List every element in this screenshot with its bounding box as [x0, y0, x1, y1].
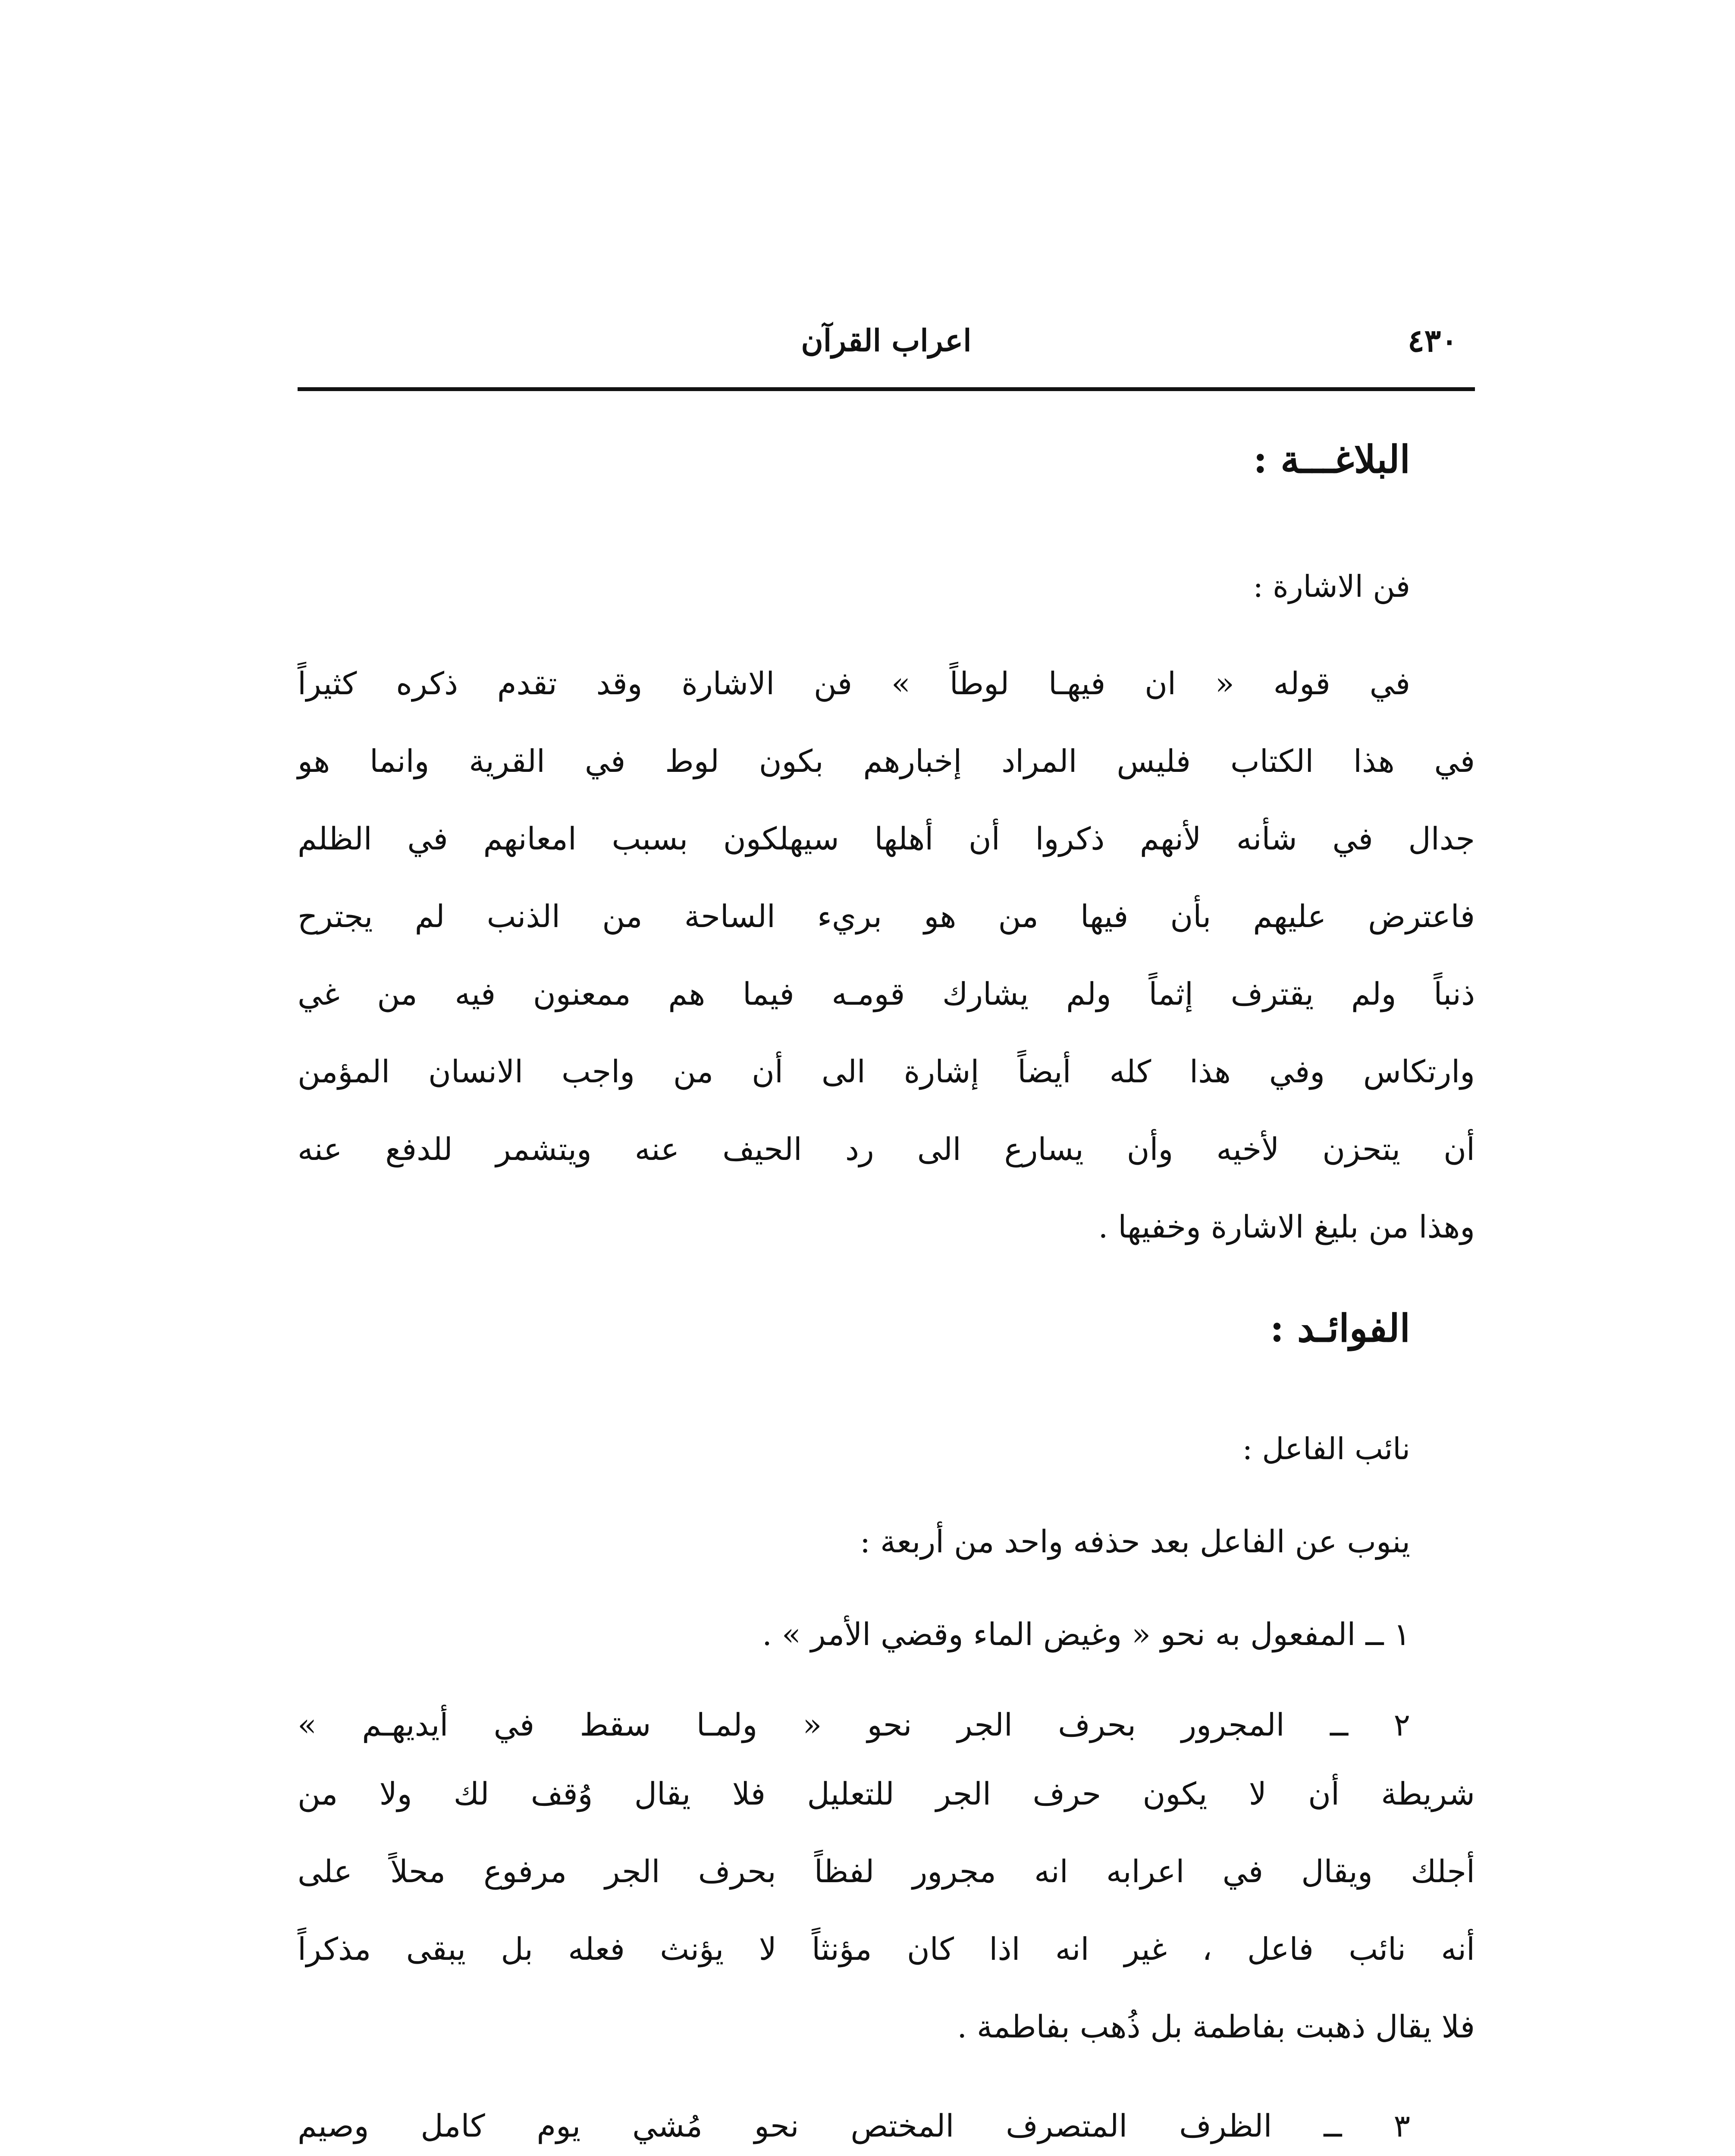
section-heading-fawaid: الفوائـد :: [1270, 1306, 1410, 1351]
list-item-2-line: أجلك ويقال في اعرابه انه مجرور لفظاً بحرف الجر مرفوع محلاً على: [298, 1853, 1475, 1890]
list-item-2-line: ٢ ــ المجرور بحرف الجر نحو « ولمـا سقط في أيديهـم »: [298, 1707, 1410, 1743]
running-title: اعراب القرآن: [801, 323, 972, 358]
paragraph-line: أن يتحزن لأخيه وأن يسارع الى رد الحيف عنه ويتشمر للدفع عنه: [298, 1131, 1475, 1167]
paragraph-line: وارتكاس وفي هذا كله أيضاً إشارة الى أن من واجب الانسان المؤمن: [298, 1053, 1475, 1090]
intro-line: ينوب عن الفاعل بعد حذفه واحد من أربعة :: [860, 1523, 1410, 1560]
list-item-2-line: فلا يقال ذهبت بفاطمة بل ذُهب بفاطمة .: [957, 2009, 1475, 2045]
paragraph-line: فاعترض عليهم بأن فيها من هو بريء الساحة من الذنب لم يجترح: [298, 898, 1475, 934]
list-item-2-line: أنه نائب فاعل ، غير انه اذا كان مؤنثاً لا يؤنث فعله بل يبقى مذكراً: [298, 1931, 1475, 1967]
list-item-3-line: ٣ ــ الظرف المتصرف المختص نحو مُشي يوم كامل وصيم: [298, 2108, 1410, 2144]
paragraph-line: جدال في شأنه لأنهم ذكروا أن أهلها سيهلكون بسبب امعانهم في الظلم: [298, 821, 1475, 857]
paragraph-line: وهذا من بليغ الاشارة وخفيها .: [1098, 1209, 1475, 1245]
subheading-ishara: فن الاشارة :: [1253, 569, 1410, 604]
paragraph-line: ذنباً ولم يقترف إثماً ولم يشارك قومـه فيما هم ممعنون فيه من غي: [298, 976, 1475, 1012]
section-heading-balagha: البلاغـــة :: [1253, 437, 1410, 482]
page-number: ٤٣٠: [1407, 322, 1458, 359]
running-head: [298, 317, 1475, 364]
book-page: [298, 0, 1475, 2156]
list-item-1: ١ ــ المفعول به نحو « وغيض الماء وقضي الأمر » .: [762, 1616, 1410, 1652]
list-item-2-line: شريطة أن لا يكون حرف الجر للتعليل فلا يقال وُقف لك ولا من: [298, 1776, 1475, 1812]
header-rule: [298, 387, 1475, 391]
paragraph-line: في هذا الكتاب فليس المراد إخبارهم بكون لوط في القرية وانما هو: [298, 743, 1475, 779]
paragraph-line: في قوله « ان فيهـا لوطاً » فن الاشارة وقد تقدم ذكره كثيراً: [298, 665, 1410, 702]
subheading-naib-fail: نائب الفاعل :: [1242, 1431, 1410, 1467]
